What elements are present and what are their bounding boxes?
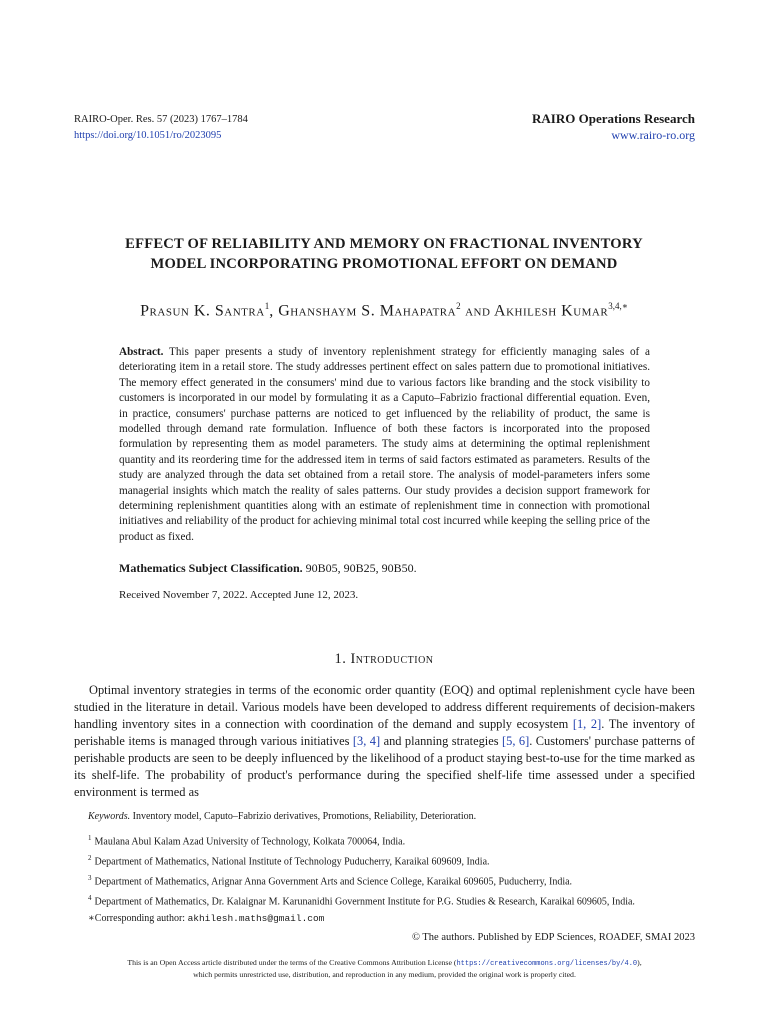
author-1-affil: 1 [264,301,270,311]
license-text-2: ), [637,958,642,967]
keywords-label: Keywords. [88,811,131,822]
license-notice [74,958,695,980]
journal-website-link[interactable]: www.rairo-ro.org [611,128,695,142]
section-number: 1. [334,651,347,667]
footnote-mark: 3 [88,873,92,882]
journal-name: RAIRO Operations Research [532,111,695,126]
msc-classification [119,561,650,576]
citation-link[interactable]: [3, 4] [352,734,381,748]
license-line-1 [74,958,695,970]
author-sep-1: , [269,302,279,320]
footnote-affiliation [88,892,695,908]
header-left [74,112,248,144]
footnote-mark: 2 [88,853,92,862]
author-3-affil: 3,4,∗ [608,301,628,311]
received-dates: Received November 7, 2022. Accepted June 12, 2023. [119,589,359,601]
intro-text-4: . Customers' purchase patterns of perishable products are seen to be deeply influenced by the likelihood of a product staying best-to-use for the time marked as its shelf-life. The probability of product's performance during the specified shelf-life time assessed under a specified environment is termed as [74,734,696,799]
paper-title [74,234,694,274]
intro-paragraph [74,682,695,801]
author-3: Akhilesh Kumar [494,302,609,320]
corresponding-author [88,912,695,925]
citation-link[interactable]: [5, 6] [502,734,530,748]
citation-link[interactable]: [1, 2] [572,717,602,731]
title-line-1: EFFECT OF RELIABILITY AND MEMORY ON FRACTIONAL INVENTORY [125,236,643,252]
footnote-affiliation [88,832,695,848]
license-url-link[interactable]: https://creativecommons.org/licenses/by/4.0 [456,960,638,968]
license-text-1: This is an Open Access article distributed under the terms of the Creative Commons Attribution License ( [127,958,457,967]
footnote-mark: 4 [88,893,92,902]
intro-text-1: Optimal inventory strategies in terms of the economic order quantity (EOQ) and optimal replenishment cycle have been studied in the literature in detail. Various models have been developed to address different requirements of decision-makers handling inventory sites in a connection with coordination of the demand and supply ecosystem [74,683,695,731]
author-2-affil: 2 [456,301,461,311]
keywords-text: Inventory model, Caputo–Fabrizio derivatives, Promotions, Reliability, Deterioration. [132,811,477,822]
footnote-text: Department of Mathematics, Dr. Kalaignar M. Karunanidhi Government Institute for P.G. Studies & Research, Karaikal 609605, India. [94,896,635,908]
footnote-text: Department of Mathematics, National Institute of Technology Puducherry, Karaikal 609609, India. [94,856,490,868]
intro-text-2: . The inventory of perishable items is managed through various initiatives [74,717,695,748]
footnote-affiliation [88,852,695,868]
author-sep-2: and [460,302,495,320]
footnote-mark: 1 [88,834,92,842]
section-heading [74,651,694,668]
intro-text-3: and planning strategies [380,734,503,748]
abstract [119,345,650,545]
citation: RAIRO-Oper. Res. 57 (2023) 1767–1784 [74,114,248,125]
doi-link[interactable]: https://doi.org/10.1051/ro/2023095 [74,130,222,141]
abstract-label: Abstract. [119,346,164,358]
license-line-2: which permits unrestricted use, distribution, and reproduction in any medium, provided the original work is properly cited. [193,969,576,979]
keywords [88,810,695,823]
footnote-text: Department of Mathematics, Arignar Anna Government Arts and Science College, Karaikal 609605, Puducherry, India. [94,876,573,888]
corresponding-label: ∗Corresponding author: [88,912,188,924]
abstract-text: This paper presents a study of inventory replenishment strategy for efficiently managing sales of a deteriorating item in a retail store. The study addresses pertinent effect on sales pattern due to promotional initiatives. The memory effect generated in the consumers' mind due to various factors like branding and the stock visibility to customers is incorporated in our model by formulating it as a Caputo–Fabrizio fractional differential equation. Even, in practice, consumers' purchase patterns are noticed to get influenced by the reliability of product, the same is modelled through demand rate formulation. Influence of both these factors is incorporated into the proposed formulation by representing them as model parameters. The study aims at determining the optimal replenishment quantity and its reordering time for the addressed item in terms of said factors estimated as parameters. Results of the study are analyzed through the data set obtained from a retail store. The analysis of model-parameters infers some managerial insights which match the reality of sales patterns. Our study provides a decision support framework for determining replenishment quantities along with an estimate of replenishment time in connection with promotional initiatives and reliability of the product for achieving minimal total cost incurred while keeping the selling price of the product as fixed. [119,346,650,543]
section-name: Introduction [350,651,434,667]
author-list [74,301,694,320]
footnote-text: Maulana Abul Kalam Azad University of Technology, Kolkata 700064, India. [94,836,406,848]
copyright-notice: © The authors. Published by EDP Sciences, ROADEF, SMAI 2023 [411,932,695,943]
msc-codes: 90B05, 90B25, 90B50. [305,561,417,575]
footnotes [88,810,695,928]
footnote-affiliation [88,872,695,888]
header-right [532,110,695,144]
author-1: Prasun K. Santra [140,302,265,320]
title-line-2: MODEL INCORPORATING PROMOTIONAL EFFORT ON DEMAND [150,256,618,272]
author-2: Ghanshaym S. Mahapatra [278,302,457,320]
msc-label: Mathematics Subject Classification. [119,561,303,575]
corresponding-email-link[interactable]: akhilesh.maths@gmail.com [187,912,325,924]
